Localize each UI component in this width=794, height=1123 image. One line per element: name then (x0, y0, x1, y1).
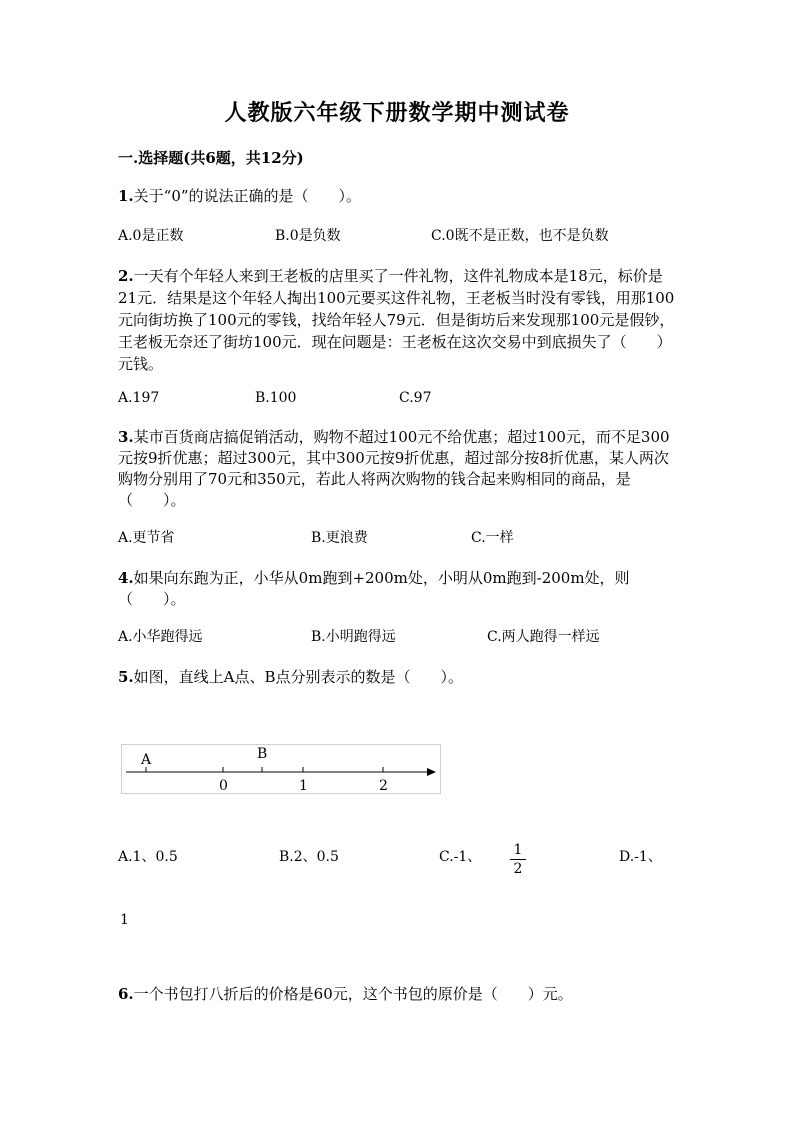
q5-option-d-continued: 1 (120, 912, 129, 928)
q3-option-c: C.一样 (471, 530, 514, 546)
number-line (122, 745, 440, 793)
q3-option-b: B.更浪费 (311, 530, 368, 546)
question-number: 2. (118, 267, 134, 285)
q4-option-c: C.两人跑得一样远 (487, 629, 600, 645)
q1-option-c: C.0既不是正数，也不是负数 (431, 228, 609, 244)
q3-option-a: A.更节省 (118, 530, 175, 546)
q1-option-b: B.0是负数 (275, 228, 341, 244)
axis-arrow (427, 768, 436, 776)
label-a: A (141, 752, 152, 768)
question-text: 如果向东跑为正，小华从0m跑到+200m处，小明从0m跑到-200m处，则（ ）。 (118, 569, 630, 608)
tick-label-0: 0 (219, 778, 228, 793)
tick-label-1: 1 (299, 778, 308, 793)
question-number: 1. (118, 187, 134, 205)
question-4 (118, 568, 678, 610)
question-5 (118, 667, 678, 687)
question-1 (118, 186, 678, 206)
fraction-numerator: 1 (513, 842, 523, 858)
section-heading: 一.选择题(共6题，共12分) (118, 149, 304, 167)
fraction-denominator: 2 (513, 861, 523, 877)
q2-option-c: C.97 (399, 390, 432, 406)
question-2 (118, 265, 678, 375)
q4-option-b: B.小明跑得远 (311, 629, 396, 645)
q2-option-a: A.197 (118, 390, 160, 406)
fraction-bar (510, 859, 526, 860)
question-number: 6. (118, 985, 134, 1003)
question-text: 某市百货商店搞促销活动，购物不超过100元不给优惠；超过100元，而不足300元按9折优惠；超过300元，其中300元按9折优惠，超过部分按8折优惠，某人两次购物分别用了70元和350元，若此人将两次购物的钱合起来购相同的商品，是（ ）。 (118, 428, 670, 509)
question-3 (118, 427, 678, 511)
question-text: 一天有个年轻人来到王老板的店里买了一件礼物，这件礼物成本是18元，标价是21元．结果是这个年轻人掏出100元要买这件礼物，王老板当时没有零钱，用那100元向街坊换了100元的零钱，找给年轻人79元．但是街坊后来发现那100元是假钞，王老板无奈还了街坊100元．现在问题是：王老板在这次交易中到底损失了（ ）元钱。 (118, 267, 675, 373)
question-number: 4. (118, 569, 134, 587)
q5-option-d: D.-1、 (619, 849, 662, 865)
page-title: 人教版六年级下册数学期中测试卷 (224, 100, 570, 126)
q2-option-b: B.100 (255, 390, 297, 406)
q1-option-a: A.0是正数 (118, 228, 184, 244)
question-6 (118, 984, 678, 1004)
q5-option-c: C.-1、 (439, 849, 482, 865)
question-text: 如图，直线上A点、B点分别表示的数是（ ）。 (133, 668, 464, 686)
fraction-one-half (510, 842, 526, 877)
number-line-figure (121, 744, 441, 794)
question-text: 关于“0”的说法正确的是（ ）。 (133, 187, 362, 205)
label-b: B (257, 746, 268, 762)
q4-option-a: A.小华跑得远 (118, 629, 203, 645)
question-number: 3. (118, 428, 134, 446)
q5-option-b: B.2、0.5 (279, 849, 339, 865)
question-text: 一个书包打八折后的价格是60元，这个书包的原价是（ ）元。 (133, 985, 573, 1003)
question-number: 5. (118, 668, 134, 686)
q5-option-a: A.1、0.5 (118, 849, 178, 865)
tick-label-2: 2 (379, 778, 388, 793)
